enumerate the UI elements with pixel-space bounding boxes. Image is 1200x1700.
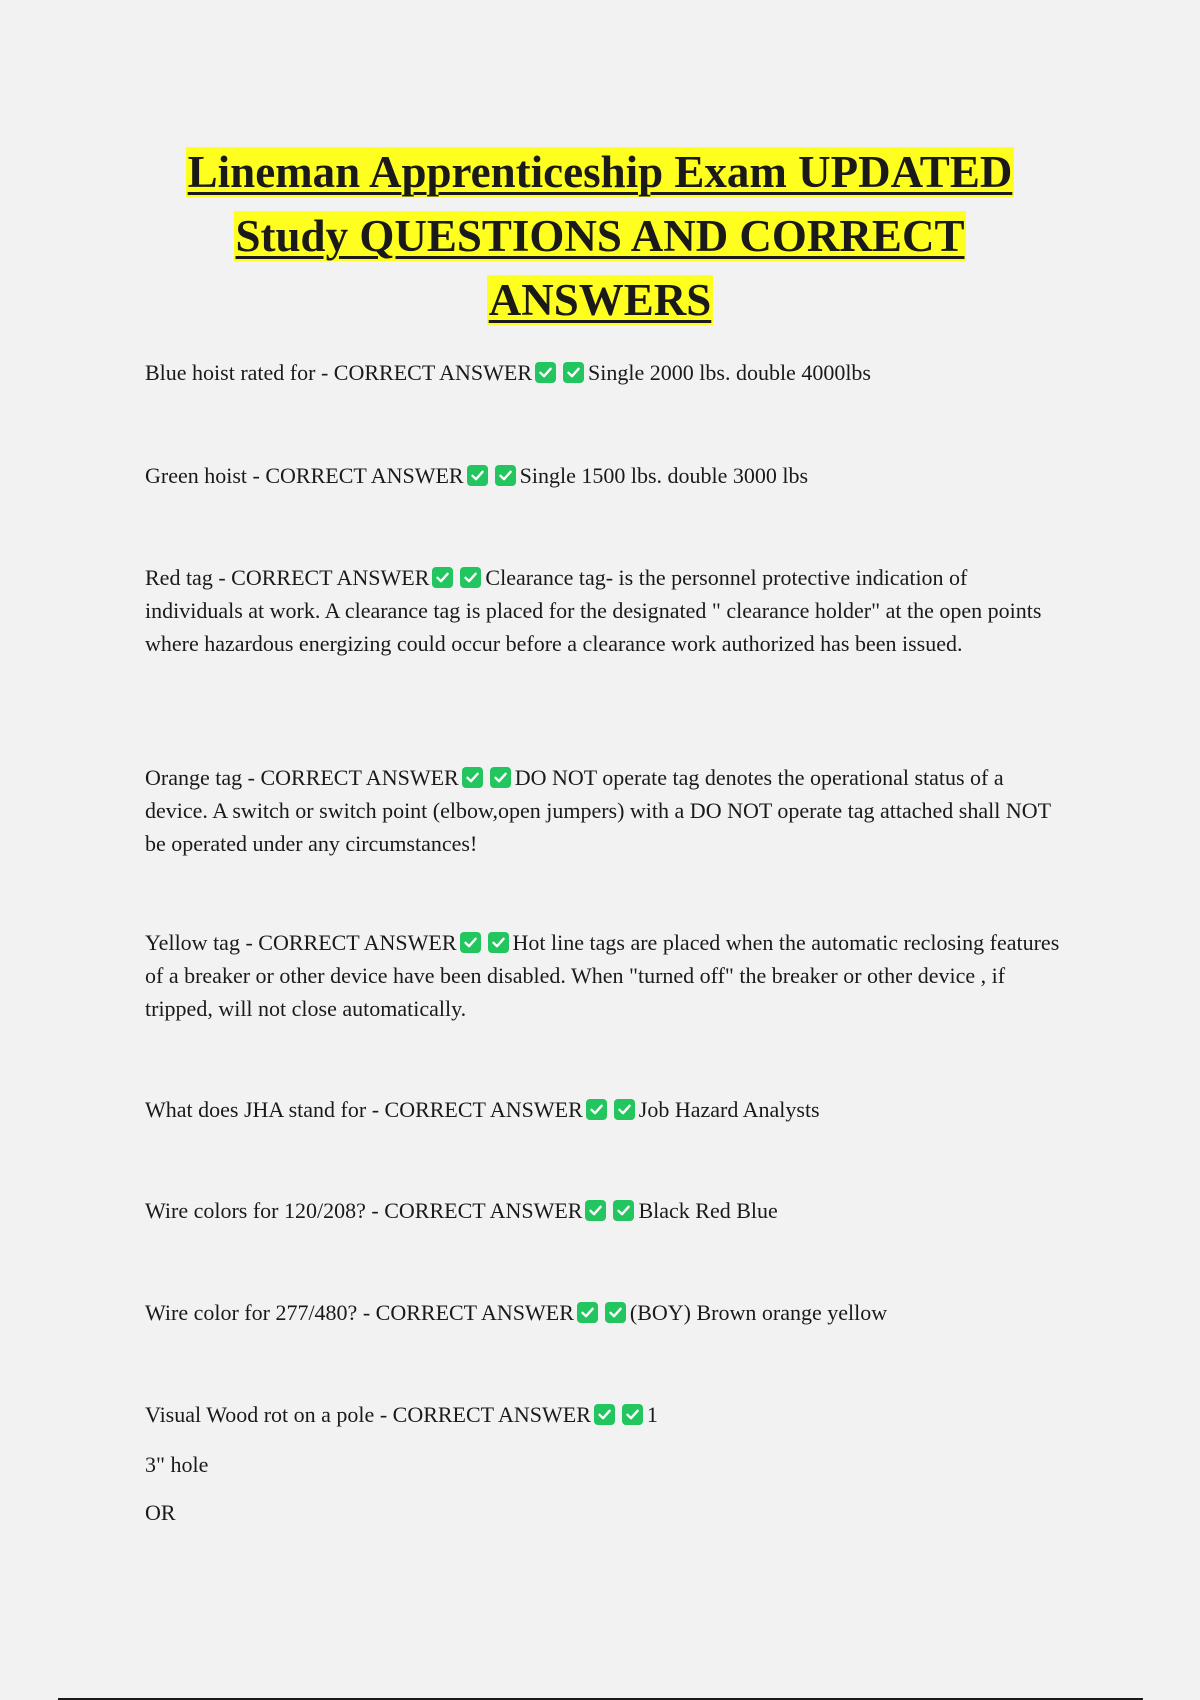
- answer-label: CORRECT ANSWER: [392, 1402, 591, 1427]
- qa-item: [145, 1296, 1065, 1329]
- qa-item: [145, 1398, 1065, 1431]
- checkmark-icon: [460, 932, 481, 953]
- qa-item: [145, 926, 1065, 1025]
- qa-item: [145, 356, 1065, 389]
- answer-text: Clearance tag- is the personnel protective indication of individuals at work. A clearance tag is placed for the designated " clearance holder" at the open points where hazardous energizing could occur before a clearance work authorized has been issued.: [145, 565, 1042, 656]
- answer-label: CORRECT ANSWER: [258, 930, 457, 955]
- checkmark-icon: [490, 767, 511, 788]
- qa-item: [145, 459, 1065, 492]
- checkmark-icon: [563, 362, 584, 383]
- title-line-2: Study QUESTIONS AND CORRECT: [235, 211, 965, 261]
- checkmark-icon: [467, 465, 488, 486]
- checkmark-icon: [586, 1099, 607, 1120]
- question-text: Red tag: [145, 565, 213, 590]
- checkmark-icon: [432, 567, 453, 588]
- separator: -: [315, 360, 334, 385]
- separator: -: [357, 1300, 376, 1325]
- separator: -: [365, 1198, 385, 1223]
- title-line-3: ANSWERS: [488, 275, 712, 325]
- checkmark-icon: [622, 1404, 643, 1425]
- question-text: Wire color for 277/480?: [145, 1300, 358, 1325]
- qa-item: [145, 1093, 1065, 1126]
- separator: -: [212, 565, 232, 590]
- document-title: [130, 140, 1070, 332]
- qa-item: [145, 761, 1065, 860]
- separator: -: [374, 1402, 393, 1427]
- separator: -: [366, 1097, 385, 1122]
- qa-item: [145, 561, 1065, 660]
- checkmark-icon: [462, 767, 483, 788]
- answer-text: Single 1500 lbs. double 3000 lbs: [519, 463, 809, 488]
- separator: -: [247, 463, 266, 488]
- checkmark-icon: [613, 1200, 634, 1221]
- question-text: Yellow tag: [145, 930, 240, 955]
- answer-label: CORRECT ANSWER: [375, 1300, 574, 1325]
- answer-text: (BOY) Brown orange yellow: [629, 1300, 888, 1325]
- answer-continuation-line: 3" hole: [145, 1452, 209, 1477]
- answer-text: 1: [646, 1402, 658, 1427]
- answer-label: CORRECT ANSWER: [231, 565, 430, 590]
- checkmark-icon: [614, 1099, 635, 1120]
- separator: -: [242, 765, 261, 790]
- answer-label: CORRECT ANSWER: [260, 765, 459, 790]
- answer-text: Black Red Blue: [638, 1198, 778, 1223]
- answer-text: Single 2000 lbs. double 4000lbs: [588, 360, 871, 385]
- checkmark-icon: [495, 465, 516, 486]
- answer-label: CORRECT ANSWER: [265, 463, 464, 488]
- title-line-1: Lineman Apprenticeship Exam UPDATED: [187, 147, 1013, 197]
- answer-label: CORRECT ANSWER: [384, 1198, 583, 1223]
- separator: -: [239, 930, 259, 955]
- answer-continuation-line: OR: [145, 1500, 176, 1525]
- question-text: Orange tag: [145, 765, 243, 790]
- checkmark-icon: [460, 567, 481, 588]
- answer-label: CORRECT ANSWER: [333, 360, 533, 385]
- checkmark-icon: [488, 932, 509, 953]
- answer-text: DO NOT operate tag denotes the operational status of a device. A switch or switch point (elbow,open jumpers) with a DO NOT operate tag attached shall NOT be operated under any circumstances!: [145, 765, 1051, 856]
- question-text: What does JHA stand for: [145, 1097, 367, 1122]
- answer-text: Hot line tags are placed when the automatic reclosing features of a breaker or other device have been disabled. When "turned off" the breaker or other device , if tripped, will not close automatically.: [145, 930, 1060, 1021]
- question-text: Wire colors for 120/208?: [145, 1198, 366, 1223]
- checkmark-icon: [585, 1200, 606, 1221]
- question-text: Blue hoist rated for: [145, 360, 316, 385]
- checkmark-icon: [605, 1302, 626, 1323]
- answer-text: Job Hazard Analysts: [638, 1097, 820, 1122]
- question-text: Green hoist: [145, 463, 248, 488]
- checkmark-icon: [535, 362, 556, 383]
- checkmark-icon: [577, 1302, 598, 1323]
- question-text: Visual Wood rot on a pole: [145, 1402, 375, 1427]
- answer-label: CORRECT ANSWER: [384, 1097, 583, 1122]
- qa-item: [145, 1194, 1065, 1227]
- checkmark-icon: [594, 1404, 615, 1425]
